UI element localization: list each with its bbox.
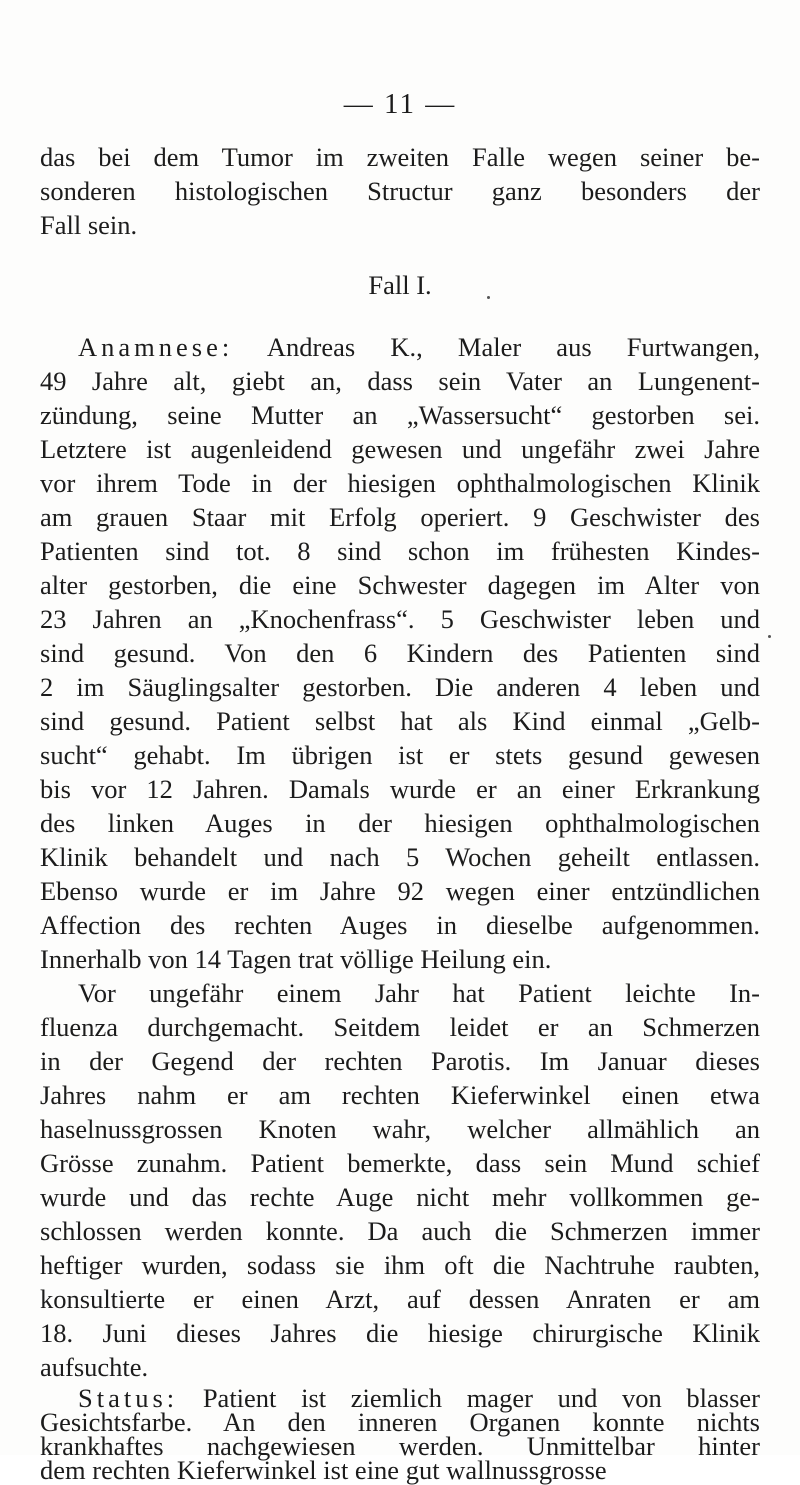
text-line: des linken Auges in der hiesigen ophthalmologischen [40, 808, 760, 838]
text-line: sucht“ gehabt. Im übrigen ist er stets gesund gewesen [40, 740, 760, 770]
text-line: fluenza durchgemacht. Seitdem leidet er an Schmerzen [40, 1012, 760, 1042]
status-first-line: Patient ist ziemlich mager und von blasser [178, 1383, 760, 1413]
page-number-header: — 11 — [343, 88, 457, 120]
text-line: schlossen werden konnte. Da auch die Schmerzen immer [40, 1216, 760, 1246]
text-line: Innerhalb von 14 Tagen trat völlige Heilung ein. [40, 944, 552, 974]
text-line: das bei dem Tumor im zweiten Falle wegen seiner be- [40, 142, 760, 172]
text-line: 49 Jahre alt, giebt an, dass sein Vater an Lungenent- [40, 366, 760, 396]
status-paragraph [40, 1383, 760, 1485]
text-line: Grösse zunahm. Patient bemerkte, dass sein Mund schief [40, 1148, 760, 1178]
text-line [40, 330, 760, 364]
text-line: krankhaftes nachgewiesen werden. Unmittelbar hinter [40, 1431, 760, 1461]
text-line: wurde und das rechte Auge nicht mehr vollkommen ge- [40, 1182, 760, 1212]
text-line: alter gestorben, die eine Schwester dagegen im Alter von [40, 570, 760, 600]
text-line: Affection des rechten Auges in dieselbe aufgenommen. [40, 910, 760, 940]
text-line: haselnussgrossen Knoten wahr, welcher allmählich an [40, 1114, 760, 1144]
status-label: Status: [78, 1383, 179, 1413]
text-line: 18. Juni dieses Jahres die hiesige chirurgische Klinik [40, 1318, 760, 1348]
section-title: Fall I. [368, 270, 432, 300]
intro-paragraph [40, 140, 760, 242]
print-speck [487, 296, 490, 299]
text-line: 2 im Säuglingsalter gestorben. Die anderen 4 leben und [40, 672, 760, 702]
text-line: bis vor 12 Jahren. Damals wurde er an einer Erkrankung [40, 774, 760, 804]
text-line: in der Gegend der rechten Parotis. Im Januar dieses [40, 1046, 760, 1076]
history-paragraph [40, 976, 760, 1384]
text-line: Letztere ist augenleidend gewesen und ungefähr zwei Jahre [40, 434, 760, 464]
text-line: aufsuchte. [40, 1352, 149, 1382]
text-line: Patienten sind tot. 8 sind schon im frühesten Kindes- [40, 536, 760, 566]
text-line: vor ihrem Tode in der hiesigen ophthalmologischen Klinik [40, 468, 760, 498]
anamnese-paragraph [40, 330, 760, 976]
text-line: Ebenso wurde er im Jahre 92 wegen einer entzündlichen [40, 876, 760, 906]
text-line: Jahres nahm er am rechten Kieferwinkel einen etwa [40, 1080, 760, 1110]
text-line: 23 Jahren an „Knochenfrass“. 5 Geschwister leben und [40, 604, 760, 634]
text-line: Gesichtsfarbe. An den inneren Organen konnte nichts [40, 1407, 760, 1437]
text-line: konsultierte er einen Arzt, auf dessen Anraten er am [40, 1284, 760, 1314]
text-line: dem rechten Kieferwinkel ist eine gut wallnussgrosse [40, 1455, 607, 1485]
text-line: Klinik behandelt und nach 5 Wochen geheilt entlassen. [40, 842, 760, 872]
text-line: sind gesund. Von den 6 Kindern des Patienten sind [40, 638, 760, 668]
text-line: am grauen Staar mit Erfolg operiert. 9 Geschwister des [40, 502, 760, 532]
text-line: zündung, seine Mutter an „Wassersucht“ gestorben sei. [40, 400, 760, 430]
text-line: Fall sein. [40, 210, 138, 240]
anamnese-first-line: Andreas K., Maler aus Furtwangen, [233, 332, 760, 362]
anamnese-label: Anamnese: [78, 332, 234, 362]
print-speck [768, 635, 771, 638]
text-line: heftiger wurden, sodass sie ihm oft die Nachtruhe raubten, [40, 1250, 760, 1280]
text-line: Vor ungefähr einem Jahr hat Patient leichte In- [78, 978, 760, 1008]
text-line: sind gesund. Patient selbst hat als Kind einmal „Gelb- [40, 706, 760, 736]
text-line: sonderen histologischen Structur ganz besonders der [40, 176, 760, 206]
